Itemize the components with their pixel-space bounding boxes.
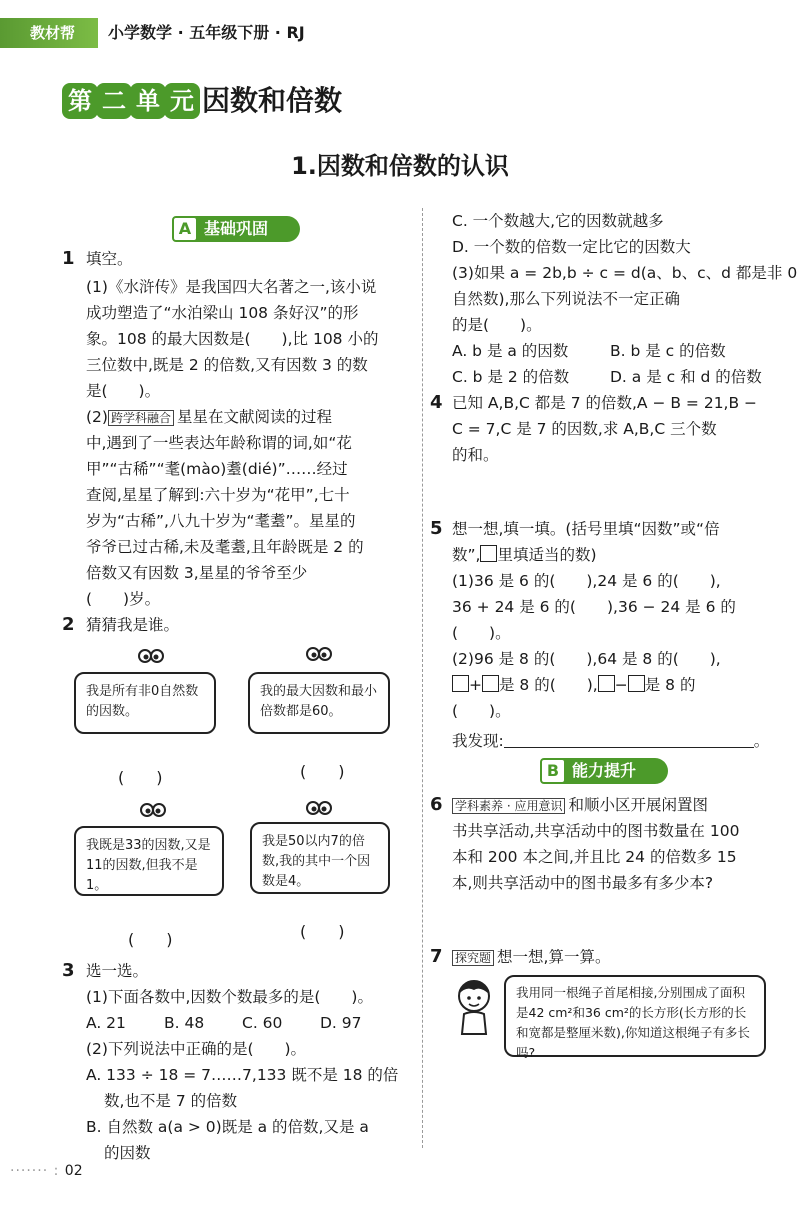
q5-text: 。 bbox=[753, 732, 770, 750]
q4-line: 已知 A,B,C 都是 7 的倍数,A − B = 21,B − bbox=[452, 394, 758, 412]
lesson-title: 1.因数和倍数的认识 bbox=[291, 152, 509, 180]
q7-tag: 探究题 bbox=[452, 950, 494, 966]
q3-option: B. b 是 c 的倍数 bbox=[610, 342, 726, 360]
unit-char-4: 元 bbox=[164, 83, 200, 119]
q1-line: ( )岁。 bbox=[86, 590, 161, 608]
section-b-badge bbox=[540, 758, 668, 784]
q3-line: 的是( )。 bbox=[452, 316, 542, 334]
q5-line: 想一想,填一填。(括号里填“因数”或“倍 bbox=[452, 520, 720, 538]
q1-line2: 星星在文献阅读的过程 bbox=[176, 408, 332, 426]
q1-line: 爷爷已过古稀,未及耄耋,且年龄既是 2 的 bbox=[86, 538, 364, 556]
q6-tag: 学科素养 · 应用意识 bbox=[452, 798, 565, 814]
page-number-value: 02 bbox=[64, 1163, 83, 1179]
q3-option: B. 48 bbox=[164, 1014, 205, 1032]
q3-option: D. a 是 c 和 d 的倍数 bbox=[610, 368, 762, 386]
answer-line[interactable] bbox=[504, 733, 754, 748]
q3-option: C. b 是 2 的倍数 bbox=[452, 368, 570, 386]
riddle-card: 我是50以内7的倍数,我的其中一个因数是4。 bbox=[250, 822, 390, 894]
column-divider bbox=[422, 208, 423, 1148]
section-b-label: 能力提升 bbox=[572, 761, 637, 780]
q3-line: 数,也不是 7 的倍数 bbox=[104, 1092, 238, 1110]
header-title: 小学数学 · 五年级下册 · RJ bbox=[108, 23, 305, 42]
q5-text: 是 8 的 bbox=[644, 676, 696, 694]
cartoon-face-icon bbox=[304, 644, 334, 668]
q5-line: ( )。 bbox=[452, 624, 511, 642]
answer-paren: ( ) bbox=[300, 762, 345, 781]
q1-number: 1 bbox=[62, 248, 75, 269]
q3-line: A. 133 ÷ 18 = 7……7,133 既不是 18 的倍 bbox=[86, 1066, 399, 1084]
q1-line: 三位数中,既是 2 的倍数,又有因数 3 的数 bbox=[86, 356, 368, 374]
q3-part2: (2)下列说法中正确的是( )。 bbox=[86, 1040, 307, 1058]
riddle-card: 我既是33的因数,又是11的因数,但我不是1。 bbox=[74, 826, 224, 896]
q3-line: 的因数 bbox=[104, 1144, 151, 1162]
q3-part1: (1)下面各数中,因数个数最多的是( )。 bbox=[86, 988, 373, 1006]
q3-option: A. 21 bbox=[86, 1014, 126, 1032]
blank-box[interactable] bbox=[452, 675, 469, 692]
answer-paren: ( ) bbox=[118, 768, 163, 787]
unit-char-2: 二 bbox=[96, 83, 132, 119]
q7-number: 7 bbox=[430, 946, 443, 967]
q1-tag: 跨学科融合 bbox=[108, 410, 174, 426]
q5-text: 是 8 的( ), bbox=[499, 676, 598, 694]
page-number: ······· : 02 bbox=[10, 1163, 83, 1179]
q6-line: 书共享活动,共享活动中的图书数量在 100 bbox=[452, 822, 740, 840]
blank-box[interactable] bbox=[482, 675, 499, 692]
q2-number: 2 bbox=[62, 614, 75, 635]
q6-text: 和顺小区开展闲置图 bbox=[568, 796, 708, 814]
q5-number: 5 bbox=[430, 518, 443, 539]
q3-line: (3)如果 a = 2b,b ÷ c = d(a、b、c、d 都是非 0 bbox=[452, 264, 798, 282]
q1-line: 象。108 的最大因数是( ),比 108 小的 bbox=[86, 330, 379, 348]
q5-text: + bbox=[469, 676, 482, 694]
q1-line: (1)《水浒传》是我国四大名著之一,该小说 bbox=[86, 278, 377, 296]
q1-part2-prefix: (2) bbox=[86, 408, 108, 426]
q5-line bbox=[452, 672, 695, 698]
answer-paren: ( ) bbox=[300, 922, 345, 941]
cartoon-face-icon bbox=[138, 800, 168, 824]
q1-line: 甲”“古稀”“耄(mào)耋(dié)”……经过 bbox=[86, 460, 348, 478]
section-a-letter: A bbox=[172, 216, 198, 242]
cartoon-face-icon bbox=[136, 646, 166, 670]
q2-stem: 猜猜我是谁。 bbox=[86, 616, 180, 634]
q4-number: 4 bbox=[430, 392, 443, 413]
q3-line: D. 一个数的倍数一定比它的因数大 bbox=[452, 238, 691, 256]
blank-box[interactable] bbox=[598, 675, 615, 692]
q6-number: 6 bbox=[430, 794, 443, 815]
q5-text: 数”, bbox=[452, 546, 481, 564]
q3-line: B. 自然数 a(a > 0)既是 a 的倍数,又是 a bbox=[86, 1118, 369, 1136]
riddle-card: 我的最大因数和最小倍数都是60。 bbox=[248, 672, 390, 734]
q5-line bbox=[452, 542, 597, 568]
blank-box[interactable] bbox=[480, 545, 497, 562]
section-b-letter: B bbox=[540, 758, 566, 784]
unit-char-3: 单 bbox=[130, 83, 166, 119]
q5-text: − bbox=[614, 676, 628, 694]
cartoon-face-icon bbox=[304, 798, 334, 822]
q3-stem: 选一选。 bbox=[86, 962, 149, 980]
q5-line: 36 + 24 是 6 的( ),36 − 24 是 6 的 bbox=[452, 598, 736, 616]
q5-text: 我发现: bbox=[452, 732, 504, 750]
answer-paren: ( ) bbox=[128, 930, 173, 949]
unit-char-1: 第 bbox=[62, 83, 98, 119]
q3-line: 自然数),那么下列说法不一定正确 bbox=[452, 290, 680, 308]
q5-line: (2)96 是 8 的( ),64 是 8 的( ), bbox=[452, 650, 721, 668]
q7-stem: 想一想,算一算。 bbox=[497, 948, 611, 966]
q1-stem: 填空。 bbox=[86, 250, 133, 268]
q1-line: 岁为“古稀”,八九十岁为“耄耋”。星星的 bbox=[86, 512, 356, 530]
q3-option: D. 97 bbox=[320, 1014, 362, 1032]
q4-line: C = 7,C 是 7 的因数,求 A,B,C 三个数 bbox=[452, 420, 717, 438]
boy-avatar-icon bbox=[450, 976, 498, 1036]
q6-line: 本,则共享活动中的图书最多有多少本? bbox=[452, 874, 714, 892]
q3-number: 3 bbox=[62, 960, 75, 981]
q5-text: 里填适当的数) bbox=[497, 546, 597, 564]
section-a-badge bbox=[172, 216, 300, 242]
q3-option: C. 60 bbox=[242, 1014, 283, 1032]
unit-title: 因数和倍数 bbox=[202, 84, 343, 117]
q3-option: A. b 是 a 的因数 bbox=[452, 342, 569, 360]
riddle-card: 我是所有非0自然数的因数。 bbox=[74, 672, 216, 734]
q7-speech-bubble: 我用同一根绳子首尾相接,分别围成了面积是42 cm²和36 cm²的长方形(长方形的长和宽都是整厘米数),你知道这根绳子有多长吗? bbox=[504, 975, 766, 1057]
q6-line bbox=[452, 792, 708, 819]
q5-line: (1)36 是 6 的( ),24 是 6 的( ), bbox=[452, 572, 721, 590]
q1-line: 是( )。 bbox=[86, 382, 161, 400]
q1-line: 查阅,星星了解到:六十岁为“花甲”,七十 bbox=[86, 486, 350, 504]
q5-line bbox=[452, 728, 769, 754]
q1-line: 倍数又有因数 3,星星的爷爷至少 bbox=[86, 564, 308, 582]
q4-line: 的和。 bbox=[452, 446, 499, 464]
q1-line: 成功塑造了“水泊梁山 108 条好汉”的形 bbox=[86, 304, 359, 322]
section-a-label: 基础巩固 bbox=[204, 219, 269, 238]
q6-line: 本和 200 本之间,并且比 24 的倍数多 15 bbox=[452, 848, 737, 866]
q7-line bbox=[452, 944, 610, 971]
q5-line: ( )。 bbox=[452, 702, 511, 720]
q1-line: 中,遇到了一些表达年龄称谓的词,如“花 bbox=[86, 434, 352, 452]
header-badge: 教材帮 bbox=[0, 18, 98, 48]
q3-line: C. 一个数越大,它的因数就越多 bbox=[452, 212, 664, 230]
blank-box[interactable] bbox=[628, 675, 645, 692]
q1-line bbox=[86, 404, 332, 431]
